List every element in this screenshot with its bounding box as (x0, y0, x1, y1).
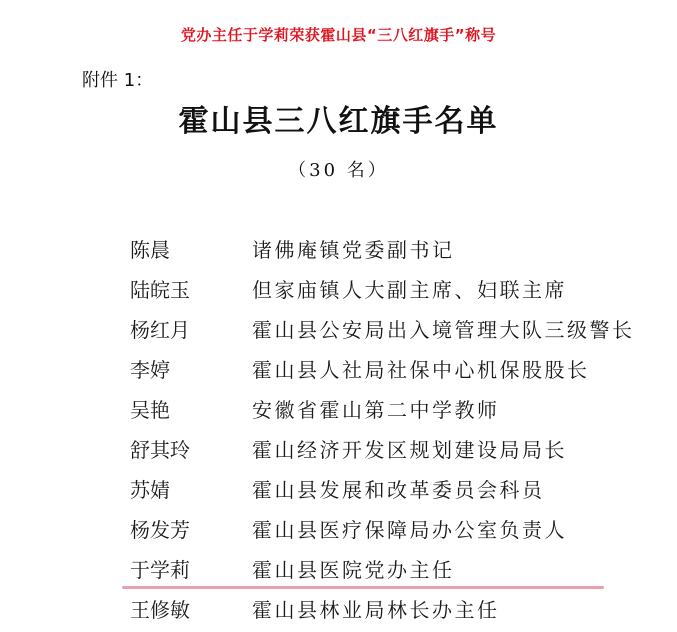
name-char: 敏 (170, 597, 190, 622)
count-note: （30 名） (288, 160, 389, 181)
name-char: 莉 (170, 557, 190, 582)
honoree-name (130, 354, 224, 383)
name-char: 于 (130, 557, 150, 582)
name-char: 玉 (170, 277, 190, 302)
name-char: 皖 (150, 277, 170, 302)
headline: 党办主任于学莉荣获霍山县“三八红旗手”称号 (180, 26, 497, 44)
name-text (130, 434, 196, 463)
honoree-position: 诸佛庵镇党委副书记 (252, 237, 455, 262)
name-char: 李 (130, 357, 150, 382)
name-char: 修 (150, 597, 170, 622)
list-item (130, 268, 650, 308)
name-char: 杨 (130, 517, 150, 542)
list-item (130, 228, 650, 268)
name-text (130, 234, 196, 263)
name-char: 杨 (130, 317, 150, 342)
honoree-name (130, 274, 224, 303)
list-item (130, 468, 650, 508)
name-char: 艳 (150, 397, 170, 422)
honoree-list (130, 228, 650, 628)
honoree-position: 霍山县人社局社保中心机保股股长 (252, 357, 590, 382)
honoree-position: 霍山县医疗保障局办公室负责人 (252, 517, 567, 542)
list-item (130, 428, 650, 468)
name-char: 学 (150, 557, 170, 582)
honoree-name (130, 474, 224, 503)
name-char: 吴 (130, 397, 150, 422)
honoree-name (130, 314, 224, 343)
honoree-name (130, 234, 224, 263)
honoree-position: 安徽省霍山第二中学教师 (252, 397, 500, 422)
honoree-position: 霍山县医院党办主任 (252, 557, 455, 582)
honoree-position: 霍山县林业局林长办主任 (252, 597, 500, 622)
list-item (130, 588, 650, 628)
honoree-name (130, 594, 224, 623)
name-char: 月 (170, 317, 190, 342)
name-char: 陆 (130, 277, 150, 302)
name-char: 婧 (150, 477, 170, 502)
honoree-name (130, 434, 224, 463)
honoree-position: 但家庙镇人大副主席、妇联主席 (252, 277, 567, 302)
name-char: 婷 (150, 357, 170, 382)
highlight-underline (122, 586, 604, 589)
honoree-name (130, 394, 224, 423)
list-item (130, 388, 650, 428)
name-text (130, 274, 196, 303)
name-char: 晨 (150, 237, 170, 262)
name-char: 舒 (130, 437, 150, 462)
name-text (130, 514, 196, 543)
name-text (130, 554, 196, 583)
honoree-position: 霍山县公安局出入境管理大队三级警长 (252, 317, 635, 342)
name-text (130, 474, 196, 503)
name-char: 王 (130, 597, 150, 622)
name-text (130, 594, 196, 623)
honoree-position: 霍山县发展和改革委员会科员 (252, 477, 545, 502)
list-item (130, 508, 650, 548)
name-char: 发 (150, 517, 170, 542)
honoree-name (130, 514, 224, 543)
name-text (130, 354, 196, 383)
name-text (130, 394, 196, 423)
name-char: 苏 (130, 477, 150, 502)
list-item-highlighted (130, 548, 650, 588)
list-item (130, 308, 650, 348)
document-title: 霍山县三八红旗手名单 (178, 104, 499, 139)
honoree-position: 霍山经济开发区规划建设局局长 (252, 437, 567, 462)
name-char: 玲 (170, 437, 190, 462)
name-char: 其 (150, 437, 170, 462)
name-char: 芳 (170, 517, 190, 542)
list-item (130, 348, 650, 388)
name-text (130, 314, 196, 343)
name-char: 陈 (130, 237, 150, 262)
attachment-label: 附件 1： (82, 70, 154, 91)
name-char: 红 (150, 317, 170, 342)
honoree-name (130, 554, 224, 583)
